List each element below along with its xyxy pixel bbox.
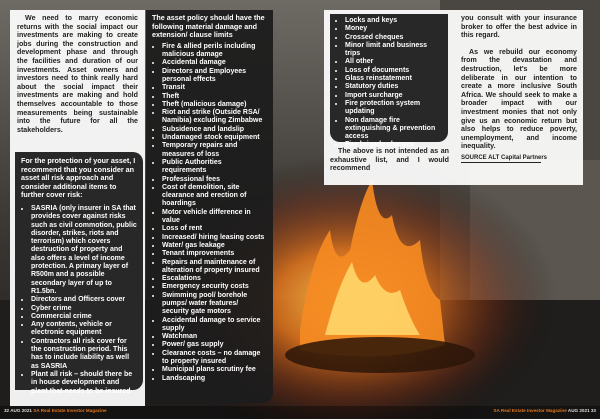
magazine-name: SA Real Estate Investor Magazine xyxy=(33,408,107,413)
list-item: • Cost of demolition, site clearance and erection of hoardings xyxy=(162,184,267,209)
page-number: 33 xyxy=(590,408,596,413)
list-item: • Glass reinstatement xyxy=(345,75,443,83)
asset-protection-callout xyxy=(15,152,143,395)
right-article-column xyxy=(324,10,455,185)
list-item: • Watchman xyxy=(162,333,267,341)
list-item: • Loss of documents xyxy=(345,67,443,75)
list-item: • Professional fees xyxy=(162,176,267,184)
list-item: • Emergency security costs xyxy=(162,283,267,291)
list-item: • Municipal plans scrutiny fee xyxy=(162,366,267,374)
list-item: • All other xyxy=(345,58,443,66)
list-item: • Directors and Officers cover xyxy=(31,296,137,304)
list-item: • Motor vehicle difference in value xyxy=(162,209,267,226)
broker-paragraph: you consult with your insurance broker to offer the best advice in this regard. xyxy=(461,14,577,40)
list-item: • Fire brigade charges xyxy=(345,141,443,149)
list-item: • Fire protection system updating xyxy=(345,100,443,117)
list-item: • SASRIA (only insurer in SA that provides cover against risks such as civil commotion, public disorder, strikes, riots and terrorism) which covers destruction of property and also offers a level of income protection. A primary layer of R500m and a possible secondary layer of up to R1.5bn. xyxy=(31,205,137,296)
footer-left xyxy=(4,408,107,413)
list-item: • Riot and strike (Outside RSA/ Namibia) excluding Zimbabwe xyxy=(162,109,267,126)
list-item: • Swimming pool/ borehole pumps/ water features/ security gate motors xyxy=(162,292,267,317)
extensions-list xyxy=(335,17,443,150)
policy-limits-list xyxy=(152,43,267,383)
list-item: • Transit xyxy=(162,84,267,92)
footer-right xyxy=(493,408,596,413)
asset-policy-panel xyxy=(146,10,273,403)
list-item: • Fire & allied perils including malicious damage xyxy=(162,43,267,60)
list-item: • Theft (malicious damage) xyxy=(162,101,267,109)
list-item: • Contractors all risk cover for the construction period. This has to include liability as well as SASRIA xyxy=(31,338,137,371)
callout-heading: For the protection of your asset, I recommend that you consider an asset all risk approach and consider additional items to further cover risk: xyxy=(21,156,136,200)
list-item: • Import surcharge xyxy=(345,92,443,100)
list-item: • Repairs and maintenance of alteration of property insured xyxy=(162,259,267,276)
list-item: • Statutory duties xyxy=(345,83,443,91)
issue-date: AUG 2021 xyxy=(10,408,32,413)
list-item: • Power/ gas supply xyxy=(162,341,267,349)
extensions-panel xyxy=(330,14,448,149)
intro-paragraph: We need to marry economic returns with the social impact our investments are making to create jobs during the construction and development phase and through the facilities and duration of our investments. Asset owners and investors need to think really hard about the social impact their investments are making and hold themselves accountable to those measurements being sustainable into the future for all the stakeholders. xyxy=(17,14,138,134)
list-item: • Subsidence and landslip xyxy=(162,126,267,134)
list-item: • Money xyxy=(345,25,443,33)
list-item: • Clearance costs – no damage to property insured xyxy=(162,350,267,367)
far-right-article-column xyxy=(455,10,583,185)
list-item: • Cyber crime xyxy=(31,305,137,313)
list-item: • Increased/ hiring leasing costs xyxy=(162,234,267,242)
issue-date: AUG 2021 xyxy=(567,408,590,413)
list-item: • Accidental damage to service supply xyxy=(162,317,267,334)
list-item: • Minor limit and business trips xyxy=(345,42,443,59)
list-item: • Public Authorities requirements xyxy=(162,159,267,176)
list-item: • Undamaged stock equipment xyxy=(162,134,267,142)
list-item: • Temporary repairs and measures of loss xyxy=(162,142,267,159)
page-number: 32 xyxy=(4,408,10,413)
list-item: • Theft xyxy=(162,93,267,101)
rebuild-paragraph: As we rebuild our economy from the devastation and destruction, let's be more deliberate in our intention to create a more inclusive South Africa. We should seek to make a broader impact with our investment monies that not only give us an economic return but also helps to reduce poverty, unemployment, and income inequality. xyxy=(461,47,577,151)
closing-paragraph: The above is not intended as an exhaustive list, and I would recommend xyxy=(330,147,449,173)
source-underline xyxy=(461,162,541,163)
list-item: • Commercial crime xyxy=(31,313,137,321)
list-item: • Accidental damage xyxy=(162,59,267,67)
list-item: • Any contents, vehicle or electronic equipment xyxy=(31,321,137,338)
list-item: • Loss of rent xyxy=(162,225,267,233)
list-item: • Landscaping xyxy=(162,375,267,383)
source-credit: SOURCE ALT Capital Partners xyxy=(461,154,548,161)
list-item: • Escalations xyxy=(162,275,267,283)
list-item: • Non damage fire extinguishing & prevention access xyxy=(345,117,443,142)
list-item: • Crossed cheques xyxy=(345,34,443,42)
list-item: • Locks and keys xyxy=(345,17,443,25)
policy-heading: The asset policy should have the following material damage and extension/ clause limits xyxy=(152,13,265,40)
list-item: • Water/ gas leakage xyxy=(162,242,267,250)
magazine-name: SA Real Estate Investor Magazine xyxy=(493,408,567,413)
additional-cover-list xyxy=(21,205,137,396)
list-item: • Directors and Employees personal effects xyxy=(162,68,267,85)
list-item: • Tenant improvements xyxy=(162,250,267,258)
list-item: • Plant all risk – should there be in house development and plant that needs to be insured xyxy=(31,371,137,396)
